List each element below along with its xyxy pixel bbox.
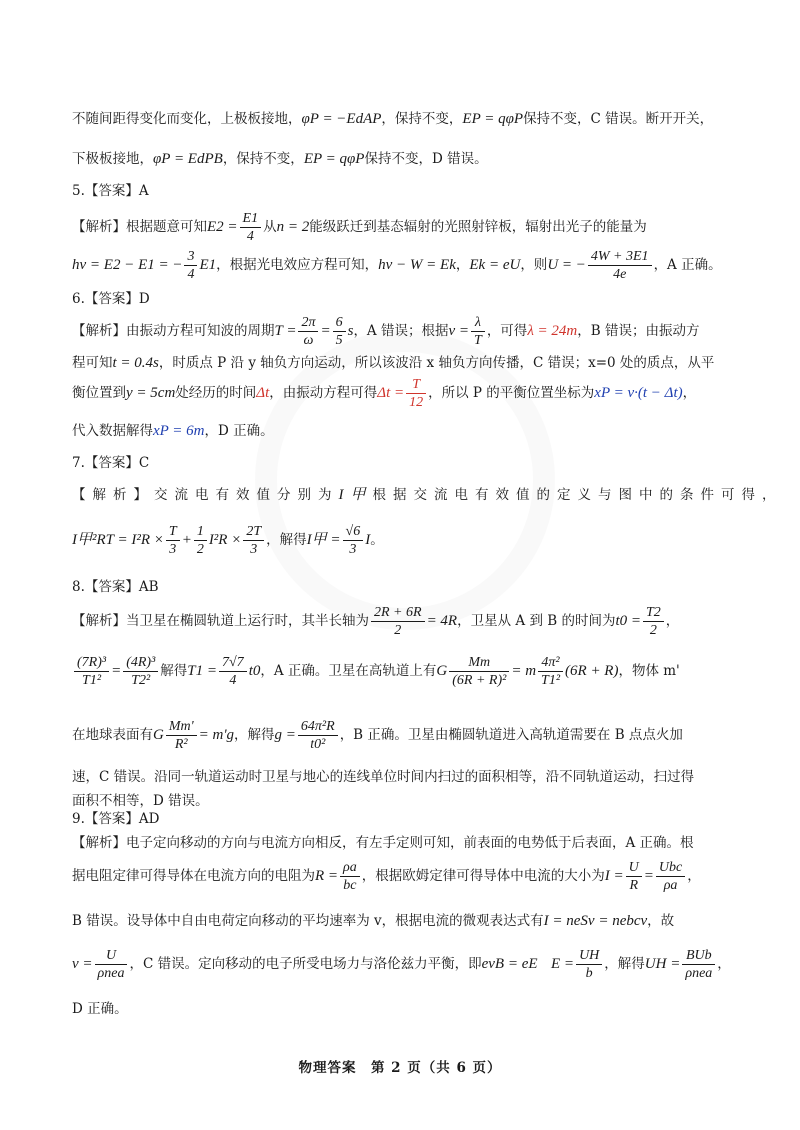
formula: v =: [72, 956, 93, 972]
analysis-line: 【解析】电子定向移动的方向与电流方向相反，有左手定则可知，前表面的电势低于后表面，A 正确。根: [72, 835, 694, 851]
fraction: $\frac{\text{(7R)³}}{\text{T1²}}$: [74, 654, 109, 689]
formula: φP = EdPB: [153, 151, 223, 167]
fraction: $\frac{T}{3}$: [166, 523, 180, 558]
text: ，: [682, 385, 697, 401]
formula: y = 5cm: [126, 385, 176, 401]
answer-heading-5: 5.【答案】A: [72, 183, 149, 199]
fraction: $\frac{Mm'}{\text{R²}}$: [166, 718, 197, 753]
text: 据电阻定律可得导体在电流方向的电阻为: [72, 868, 315, 884]
answer-heading-9: 9.【答案】AD: [72, 811, 160, 827]
text: ，根据欧姆定律可得导体中电流的大小为: [361, 868, 605, 884]
text: ，故: [647, 913, 675, 929]
analysis-line: [72, 376, 732, 410]
fraction: $\frac{T}{12}$: [406, 376, 426, 411]
analysis-line: D 正确。: [72, 1001, 128, 1017]
formula: I: [365, 532, 371, 548]
text: 【解析】交流电有效值分别为: [72, 487, 339, 503]
text: 解得: [160, 663, 188, 679]
highlight-formula: Δt: [256, 385, 270, 401]
text: 能级跃迁到基态辐射的光照射锌板，辐射出光子的能量为: [309, 219, 647, 235]
text: 下极板接地，: [72, 151, 153, 167]
answer-line: [72, 108, 732, 130]
fraction: $\frac{U}{\text{ρnea}}$: [95, 947, 128, 982]
formula: =: [111, 663, 122, 679]
formula: = m'g: [198, 727, 235, 743]
fraction: $\frac{\rho a}{bc}$: [340, 859, 360, 894]
analysis-line: [72, 522, 732, 558]
text: ，: [687, 868, 701, 884]
fraction: $\frac{4W + 3E1}{4e}$: [588, 248, 652, 283]
analysis-line: [72, 910, 732, 932]
formula: E2 =: [207, 219, 238, 235]
formula: R =: [315, 868, 339, 884]
text: ，解得: [604, 956, 645, 972]
answer-heading-7: 7.【答案】C: [72, 455, 150, 471]
formula: E =: [551, 956, 575, 972]
text: ，保持不变，: [381, 111, 463, 127]
formula: I甲²RT = I²R ×: [72, 532, 164, 548]
fraction: $\frac{2T}{3}$: [243, 523, 264, 558]
formula: evB = eE: [481, 956, 538, 972]
formula: I甲 =: [306, 532, 341, 548]
text: 不随间距得变化而变化，上极板接地，: [72, 111, 302, 127]
text: ，所以 P 的平衡位置坐标为: [428, 385, 595, 401]
analysis-line: 面积不相等，D 错误。: [72, 793, 209, 809]
fraction: $\frac{\text{4π²}}{\text{T1²}}$: [538, 654, 563, 689]
formula: G: [436, 663, 448, 679]
text: ，A 正确。卫星在高轨道上有: [260, 663, 437, 679]
fraction: $\frac{\text{(4R)³}}{\text{T2²}}$: [123, 654, 158, 689]
highlight-formula: Δt =: [377, 385, 405, 401]
formula: U = −: [547, 257, 586, 273]
text: ，由振动方程可得: [269, 385, 378, 401]
analysis-line: [72, 352, 732, 374]
text: ，: [717, 956, 731, 972]
formula: I甲: [338, 487, 373, 503]
text: 根据交流电有效值的定义与图中的条件可得，: [372, 487, 783, 503]
formula: = m: [511, 663, 537, 679]
formula: v =: [448, 323, 470, 339]
text: ，则: [520, 257, 548, 273]
analysis-line: [72, 248, 732, 282]
fraction: $\frac{U}{R}$: [626, 859, 642, 894]
text: 保持不变，C 错误。断开开关，: [523, 111, 714, 127]
formula: Ek = eU: [469, 257, 521, 273]
text: ，保持不变，: [222, 151, 304, 167]
fraction: $\frac{\text{Ubc}}{\rho a}$: [656, 859, 685, 894]
text: ，A 错误；根据: [353, 323, 449, 339]
formula: t = 0.4s: [112, 355, 159, 371]
formula: hν − W = Ek: [378, 257, 456, 273]
text: ，解得: [266, 532, 307, 548]
text: ，根据光电效应方程可知，: [216, 257, 379, 273]
answer-heading-6: 6.【答案】D: [72, 291, 150, 307]
formula: EP = qφP: [462, 111, 524, 127]
text: 。: [370, 532, 384, 548]
formula: I = neSv = nebcv: [543, 913, 648, 929]
text: 【解析】根据题意可知: [72, 219, 207, 235]
formula: t0: [248, 663, 261, 679]
formula: T1 =: [187, 663, 217, 679]
text: 【解析】由振动方程可知波的周期: [72, 323, 275, 339]
text: 保持不变，D 错误。: [364, 151, 488, 167]
text: ，: [665, 613, 680, 629]
analysis-line: 速，C 错误。沿同一轨道运动时卫星与地心的连线单位时间内扫过的面积相等，沿不同轨道运动，扫过得: [72, 769, 695, 785]
text: ，可得: [486, 323, 528, 339]
formula: s: [347, 323, 354, 339]
text: 衡位置到: [72, 385, 126, 401]
text: ，时质点 P 沿 y 轴负方向运动，所以该波沿 x 轴负方向传播，C 错误；x=0 处的质点，从平: [158, 355, 715, 371]
text: ，B 正确。卫星由椭圆轨道进入高轨道需要在 B 点点火加: [339, 727, 683, 743]
answer-heading-8: 8.【答案】AB: [72, 579, 159, 595]
fraction: $\frac{Mm}{\text{(6R + R)²}}$: [449, 654, 509, 689]
text: B 错误。设导体中自由电荷定向移动的平均速率为 v，根据电流的微观表达式有: [72, 913, 544, 929]
analysis-line: [72, 602, 732, 640]
fraction: $\frac{\lambda}{T}$: [471, 314, 485, 349]
fraction: $\frac{E1}{4}$: [240, 210, 262, 245]
analysis-line: [72, 210, 732, 244]
text: ，物体 m': [618, 663, 680, 679]
formula: =: [643, 868, 654, 884]
text: 程可知: [72, 355, 113, 371]
formula: G: [153, 727, 164, 743]
analysis-line: [72, 856, 732, 896]
formula: T =: [274, 323, 297, 339]
formula: n = 2: [276, 219, 310, 235]
analysis-line: [72, 420, 732, 442]
fraction: $\frac{√6}{3}$: [343, 523, 364, 558]
text: ，解得: [234, 727, 275, 743]
fraction: $\frac{3}{4}$: [184, 248, 197, 283]
text: ，A 正确。: [653, 257, 722, 273]
formula: =: [320, 323, 331, 339]
answer-line: [72, 148, 732, 170]
text: 处经历的时间: [175, 385, 257, 401]
analysis-line: [72, 314, 732, 348]
formula: I =: [604, 868, 624, 884]
formula: +: [181, 532, 192, 548]
formula: E1: [199, 257, 217, 273]
analysis-line: [72, 650, 732, 692]
page-footer: 物理答案 第 2 页（共 6 页）: [298, 1060, 502, 1076]
text: 【解析】当卫星在椭圆轨道上运行时，其半长轴为: [72, 613, 369, 629]
text: ，D 正确。: [204, 423, 274, 439]
text: 从: [263, 219, 277, 235]
text: ，B 错误；由振动方: [577, 323, 700, 339]
text: 代入数据解得: [72, 423, 153, 439]
formula: UH =: [644, 956, 681, 972]
analysis-line: [72, 714, 732, 756]
analysis-line: [72, 484, 783, 506]
formula: = 4R: [426, 613, 458, 629]
text: ，C 错误。定向移动的电子所受电场力与洛伦兹力平衡，即: [129, 956, 482, 972]
fraction: $\frac{2\pi}{\omega}$: [298, 314, 318, 349]
highlight-formula: xP = 6m: [153, 423, 205, 439]
fraction: $\frac{7√7}{4}$: [219, 654, 247, 689]
formula: EP = qφP: [303, 151, 365, 167]
formula: φP = −EdAP: [301, 111, 382, 127]
fraction: $\frac{2R + 6R}{2}$: [371, 604, 425, 639]
analysis-line: [72, 944, 732, 984]
formula: I²R ×: [208, 532, 242, 548]
fraction: $\frac{1}{2}$: [194, 523, 207, 558]
text: ，: [455, 257, 470, 273]
fraction: $\frac{T2}{2}$: [643, 604, 664, 639]
fraction: $\frac{\text{BUb}}{\text{ρnea}}$: [682, 947, 715, 982]
text: ，卫星从 A 到 B 的时间为: [457, 613, 616, 629]
formula: hν = E2 − E1 = −: [72, 257, 183, 273]
text: 在地球表面有: [72, 727, 153, 743]
highlight-formula: xP = v·(t − Δt): [594, 385, 683, 401]
formula: t0 =: [615, 613, 641, 629]
fraction: $\frac{UH}{b}$: [576, 947, 602, 982]
formula: g =: [274, 727, 296, 743]
formula: (6R + R): [565, 663, 619, 679]
fraction: $\frac{\text{64π²R}}{\text{t0²}}$: [298, 718, 338, 753]
highlight-formula: λ = 24m: [527, 323, 578, 339]
fraction: $\frac{6}{5}$: [333, 314, 346, 349]
